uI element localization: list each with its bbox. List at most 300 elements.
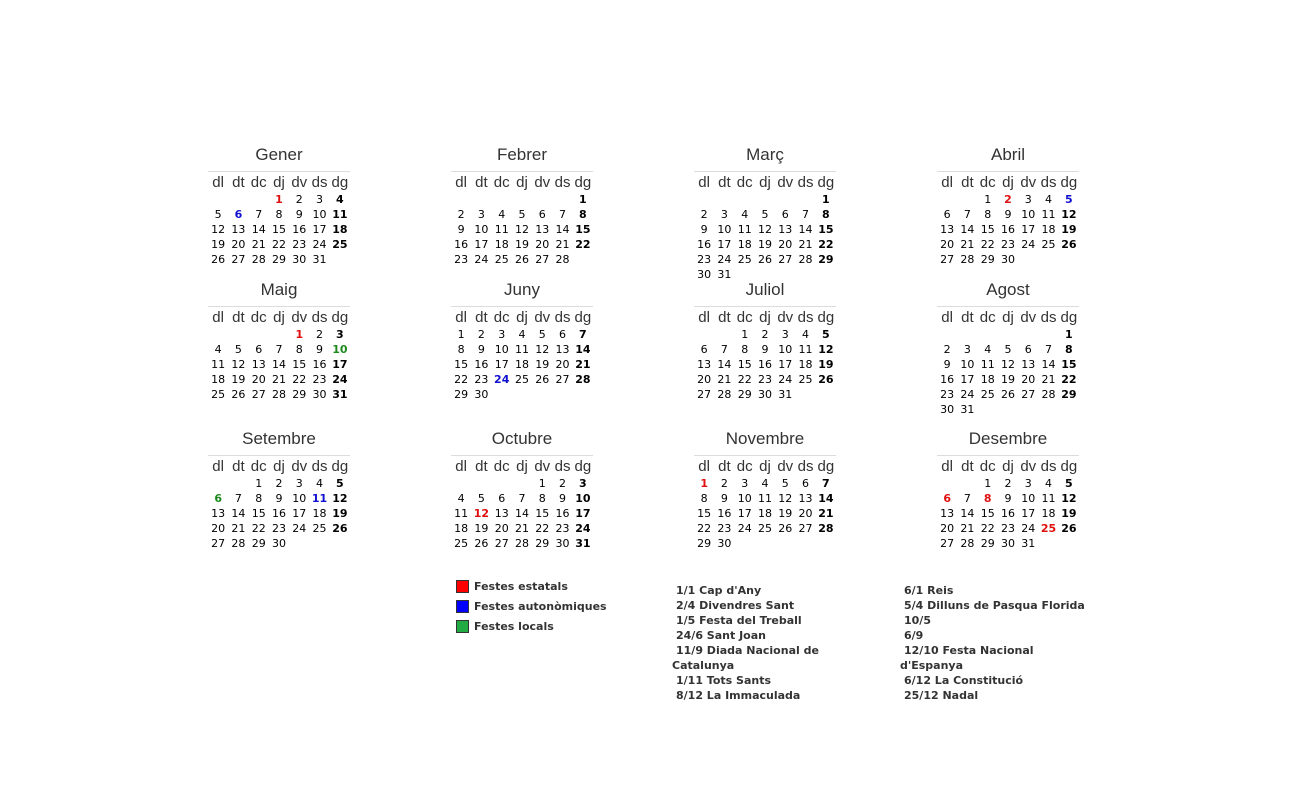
- week-row: [694, 536, 836, 551]
- day-cell: 4: [1045, 477, 1053, 490]
- day-cell: 18: [737, 238, 752, 251]
- legend-label: Festes locals: [474, 619, 554, 633]
- empty-day: [309, 536, 329, 551]
- weekday-label: dv: [289, 456, 309, 477]
- day-cell: 17: [292, 507, 307, 520]
- day-cell: 2: [761, 328, 769, 341]
- day-cell: 6: [943, 492, 951, 505]
- empty-day: [471, 476, 491, 491]
- day-cell: 15: [980, 507, 995, 520]
- week-row: [937, 237, 1079, 252]
- day-cell: 11: [494, 223, 509, 236]
- day-cell: 10: [312, 208, 327, 221]
- day-cell: 27: [778, 253, 793, 266]
- month-abril: [937, 144, 1079, 267]
- day-cell: 26: [211, 253, 226, 266]
- day-cell: 17: [312, 223, 327, 236]
- day-cell: 8: [700, 492, 708, 505]
- legend-item-regional: [456, 596, 607, 616]
- weekday-label: dt: [471, 456, 491, 477]
- weekday-header: [694, 172, 836, 193]
- day-cell: 10: [1021, 208, 1036, 221]
- weekday-label: dv: [1018, 307, 1038, 328]
- holiday-item: 1/5 Festa del Treball: [676, 614, 802, 627]
- holiday-item: 12/10 Festa Nacional: [904, 644, 1034, 657]
- day-cell: 20: [940, 522, 955, 535]
- day-cell: 6: [559, 328, 567, 341]
- day-cell: 14: [271, 358, 286, 371]
- empty-day: [512, 476, 532, 491]
- day-cell: 3: [295, 477, 303, 490]
- day-cell: 9: [457, 223, 465, 236]
- day-cell: 14: [798, 223, 813, 236]
- week-row: [208, 357, 350, 372]
- day-cell: 23: [1000, 238, 1015, 251]
- day-cell: 14: [1041, 358, 1056, 371]
- weekday-label: ds: [795, 307, 815, 328]
- weekday-label: dc: [978, 456, 998, 477]
- day-cell: 18: [1041, 223, 1056, 236]
- day-cell: 26: [474, 537, 489, 550]
- weekday-header: [208, 307, 350, 328]
- day-cell: 21: [960, 238, 975, 251]
- day-cell: 1: [538, 477, 546, 490]
- month-grid: [451, 306, 593, 402]
- day-cell: 1: [984, 193, 992, 206]
- week-row: [451, 491, 593, 506]
- day-cell: 22: [292, 373, 307, 386]
- week-row: [937, 387, 1079, 402]
- day-cell: 6: [538, 208, 546, 221]
- day-cell: 19: [1061, 223, 1077, 236]
- day-cell: 6: [234, 208, 243, 221]
- weekday-label: ds: [309, 172, 329, 193]
- weekday-label: dl: [694, 172, 714, 193]
- empty-day: [755, 192, 775, 207]
- holiday-item-continued: d'Espanya: [900, 659, 964, 672]
- day-cell: 17: [494, 358, 509, 371]
- day-cell: 27: [1021, 388, 1036, 401]
- day-cell: 29: [1061, 388, 1077, 401]
- day-cell: 30: [717, 537, 732, 550]
- day-cell: 14: [960, 223, 975, 236]
- day-cell: 30: [555, 537, 570, 550]
- empty-day: [978, 327, 998, 342]
- holiday-item: 24/6 Sant Joan: [676, 629, 766, 642]
- week-row: [937, 506, 1079, 521]
- day-cell: 19: [332, 507, 348, 520]
- weekday-label: ds: [309, 456, 329, 477]
- weekday-label: dj: [998, 307, 1018, 328]
- day-cell: 18: [757, 507, 772, 520]
- day-cell: 9: [1004, 208, 1012, 221]
- day-cell: 26: [757, 253, 772, 266]
- day-cell: 1: [984, 477, 992, 490]
- weekday-label: dl: [694, 307, 714, 328]
- day-cell: 28: [231, 537, 246, 550]
- week-row: [208, 252, 350, 267]
- day-cell: 20: [535, 238, 550, 251]
- day-cell: 2: [316, 328, 324, 341]
- weekday-label: dj: [998, 172, 1018, 193]
- day-cell: 29: [292, 388, 307, 401]
- empty-day: [1059, 536, 1079, 551]
- weekday-header: [451, 456, 593, 477]
- empty-day: [795, 387, 815, 402]
- day-cell: 15: [292, 358, 307, 371]
- week-row: [208, 327, 350, 342]
- day-cell: 5: [477, 492, 485, 505]
- weekday-header: [937, 307, 1079, 328]
- day-cell: 9: [1004, 492, 1012, 505]
- day-cell: 5: [518, 208, 526, 221]
- month-title: Febrer: [496, 145, 548, 164]
- day-cell: 17: [1021, 507, 1036, 520]
- day-cell: 29: [535, 537, 550, 550]
- day-cell: 23: [292, 238, 307, 251]
- weekday-header: [694, 307, 836, 328]
- day-cell: 8: [275, 208, 283, 221]
- month-grid: [694, 455, 836, 551]
- day-cell: 18: [494, 238, 509, 251]
- day-cell: 12: [514, 223, 529, 236]
- day-cell: 3: [477, 208, 485, 221]
- day-cell: 13: [1021, 358, 1036, 371]
- empty-day: [694, 192, 714, 207]
- day-cell: 23: [271, 522, 286, 535]
- day-cell: 29: [980, 253, 995, 266]
- month-juny: [451, 279, 593, 402]
- empty-day: [1038, 402, 1058, 417]
- holiday-item: 11/9 Diada Nacional de: [676, 644, 819, 657]
- day-cell: 7: [1045, 343, 1053, 356]
- day-cell: 1: [700, 477, 708, 490]
- day-cell: 11: [1041, 208, 1056, 221]
- day-cell: 21: [818, 507, 834, 520]
- day-cell: 3: [316, 193, 324, 206]
- day-cell: 23: [717, 522, 732, 535]
- weekday-label: dc: [492, 172, 512, 193]
- empty-day: [471, 192, 491, 207]
- day-cell: 21: [514, 522, 529, 535]
- day-cell: 15: [737, 358, 752, 371]
- weekday-label: dj: [755, 172, 775, 193]
- empty-day: [208, 327, 228, 342]
- empty-day: [451, 192, 471, 207]
- holiday-item: 1/11 Tots Sants: [676, 674, 772, 687]
- empty-day: [208, 192, 228, 207]
- holiday-item: 8/12 La Immaculada: [676, 689, 801, 702]
- day-cell: 17: [474, 238, 489, 251]
- weekday-label: dl: [451, 307, 471, 328]
- weekday-label: ds: [795, 456, 815, 477]
- day-cell: 9: [477, 343, 485, 356]
- day-cell: 11: [980, 358, 995, 371]
- day-cell: 19: [211, 238, 226, 251]
- day-cell: 6: [943, 208, 951, 221]
- empty-day: [1059, 402, 1079, 417]
- day-cell: 28: [271, 388, 286, 401]
- empty-day: [552, 387, 572, 402]
- day-cell: 30: [1000, 537, 1015, 550]
- weekday-label: dg: [1060, 173, 1078, 191]
- week-row: [694, 207, 836, 222]
- day-cell: 29: [251, 537, 266, 550]
- day-cell: 24: [1021, 238, 1036, 251]
- empty-day: [978, 402, 998, 417]
- month-title: Març: [746, 145, 784, 164]
- weekday-label: dc: [978, 172, 998, 193]
- weekday-label: dj: [755, 307, 775, 328]
- empty-day: [289, 536, 309, 551]
- empty-day: [249, 327, 269, 342]
- empty-day: [1018, 252, 1038, 267]
- weekday-label: dt: [957, 172, 977, 193]
- day-cell: 6: [255, 343, 263, 356]
- day-cell: 5: [214, 208, 222, 221]
- week-row: [451, 252, 593, 267]
- day-cell: 30: [1000, 253, 1015, 266]
- day-cell: 14: [251, 223, 266, 236]
- weekday-label: dv: [1018, 172, 1038, 193]
- weekday-label: dl: [694, 456, 714, 477]
- weekday-label: dj: [512, 456, 532, 477]
- month-grid: [451, 455, 593, 551]
- week-row: [208, 237, 350, 252]
- weekday-label: dv: [532, 307, 552, 328]
- day-cell: 16: [271, 507, 286, 520]
- day-cell: 5: [234, 343, 242, 356]
- week-row: [694, 237, 836, 252]
- month-title: Abril: [990, 145, 1025, 164]
- day-cell: 30: [940, 403, 955, 416]
- week-row: [451, 387, 593, 402]
- day-cell: 21: [271, 373, 286, 386]
- day-cell: 2: [720, 477, 728, 490]
- weekday-label: dt: [714, 172, 734, 193]
- swatch-local: [456, 620, 469, 633]
- day-cell: 1: [579, 193, 587, 206]
- day-cell: 20: [251, 373, 266, 386]
- day-cell: 9: [700, 223, 708, 236]
- day-cell: 7: [802, 208, 810, 221]
- day-cell: 20: [1021, 373, 1036, 386]
- day-cell: 7: [579, 328, 587, 341]
- legend: [456, 576, 607, 636]
- day-cell: 9: [275, 492, 283, 505]
- empty-day: [512, 387, 532, 402]
- day-cell: 13: [494, 507, 509, 520]
- day-cell: 22: [818, 238, 834, 251]
- weekday-label: dc: [249, 456, 269, 477]
- day-cell: 8: [457, 343, 465, 356]
- day-cell: 10: [332, 343, 348, 356]
- day-cell: 23: [757, 373, 772, 386]
- day-cell: 22: [980, 238, 995, 251]
- holiday-item: 6/9: [904, 629, 924, 642]
- day-cell: 16: [454, 238, 469, 251]
- weekday-label: dg: [817, 308, 835, 326]
- holiday-item: 2/4 Divendres Sant: [676, 599, 795, 612]
- day-cell: 19: [1061, 507, 1077, 520]
- day-cell: 23: [555, 522, 570, 535]
- day-cell: 19: [778, 507, 793, 520]
- day-cell: 4: [802, 328, 810, 341]
- day-cell: 16: [555, 507, 570, 520]
- day-cell: 4: [336, 193, 344, 206]
- day-cell: 20: [778, 238, 793, 251]
- week-row: [694, 192, 836, 207]
- week-row: [694, 252, 836, 267]
- empty-day: [1059, 252, 1079, 267]
- day-cell: 22: [535, 522, 550, 535]
- day-cell: 9: [943, 358, 951, 371]
- month-agost: [937, 279, 1079, 417]
- day-cell: 25: [737, 253, 752, 266]
- weekday-label: ds: [795, 172, 815, 193]
- day-cell: 24: [575, 522, 591, 535]
- day-cell: 8: [822, 208, 830, 221]
- weekday-label: dl: [208, 172, 228, 193]
- empty-day: [1018, 327, 1038, 342]
- day-cell: 8: [255, 492, 263, 505]
- day-cell: 13: [940, 507, 955, 520]
- empty-day: [492, 476, 512, 491]
- weekday-header: [451, 307, 593, 328]
- empty-day: [1038, 536, 1058, 551]
- holiday-item: 5/4 Dilluns de Pasqua Florida: [904, 599, 1085, 612]
- week-row: [451, 327, 593, 342]
- week-row: [451, 207, 593, 222]
- empty-day: [1038, 252, 1058, 267]
- day-cell: 3: [720, 208, 728, 221]
- empty-day: [957, 327, 977, 342]
- day-cell: 11: [454, 507, 469, 520]
- week-row: [208, 536, 350, 551]
- day-cell: 28: [960, 253, 975, 266]
- week-row: [451, 357, 593, 372]
- day-cell: 26: [1061, 522, 1077, 535]
- day-cell: 16: [940, 373, 955, 386]
- day-cell: 30: [757, 388, 772, 401]
- day-cell: 5: [538, 328, 546, 341]
- day-cell: 25: [980, 388, 995, 401]
- day-cell: 18: [798, 358, 813, 371]
- day-cell: 20: [798, 507, 813, 520]
- day-cell: 1: [822, 193, 830, 206]
- day-cell: 31: [960, 403, 975, 416]
- week-row: [937, 491, 1079, 506]
- day-cell: 2: [700, 208, 708, 221]
- week-row: [937, 536, 1079, 551]
- day-cell: 15: [575, 223, 591, 236]
- day-cell: 17: [737, 507, 752, 520]
- day-cell: 7: [518, 492, 526, 505]
- empty-day: [532, 387, 552, 402]
- day-cell: 8: [579, 208, 587, 221]
- day-cell: 15: [980, 223, 995, 236]
- day-cell: 24: [494, 373, 510, 386]
- day-cell: 26: [535, 373, 550, 386]
- day-cell: 12: [1061, 208, 1077, 221]
- day-cell: 20: [231, 238, 246, 251]
- holiday-item: 1/1 Cap d'Any: [676, 584, 762, 597]
- day-cell: 30: [474, 388, 489, 401]
- day-cell: 25: [332, 238, 348, 251]
- day-cell: 25: [1040, 522, 1057, 535]
- day-cell: 26: [514, 253, 529, 266]
- day-cell: 10: [575, 492, 591, 505]
- day-cell: 17: [778, 358, 793, 371]
- day-cell: 22: [271, 238, 286, 251]
- week-row: [937, 372, 1079, 387]
- week-row: [451, 222, 593, 237]
- day-cell: 4: [518, 328, 526, 341]
- empty-day: [714, 192, 734, 207]
- day-cell: 5: [1065, 477, 1073, 490]
- weekday-label: dt: [228, 307, 248, 328]
- day-cell: 13: [211, 507, 226, 520]
- day-cell: 28: [960, 537, 975, 550]
- weekday-label: dv: [289, 172, 309, 193]
- empty-day: [573, 387, 593, 402]
- day-cell: 11: [1041, 492, 1056, 505]
- day-cell: 27: [940, 537, 955, 550]
- weekday-label: dj: [512, 172, 532, 193]
- day-cell: 1: [255, 477, 263, 490]
- day-cell: 22: [575, 238, 591, 251]
- week-row: [208, 342, 350, 357]
- day-cell: 16: [717, 507, 732, 520]
- day-cell: 13: [940, 223, 955, 236]
- week-row: [937, 222, 1079, 237]
- day-cell: 18: [312, 507, 327, 520]
- weekday-label: dj: [269, 307, 289, 328]
- day-cell: 5: [336, 477, 344, 490]
- weekday-label: dt: [471, 307, 491, 328]
- day-cell: 10: [778, 343, 793, 356]
- legend-item-local: [456, 616, 607, 636]
- day-cell: 19: [818, 358, 834, 371]
- day-cell: 7: [275, 343, 283, 356]
- day-cell: 3: [781, 328, 789, 341]
- day-cell: 24: [737, 522, 752, 535]
- swatch-regional: [456, 600, 469, 613]
- day-cell: 25: [757, 522, 772, 535]
- empty-day: [573, 252, 593, 267]
- day-cell: 24: [717, 253, 732, 266]
- day-cell: 20: [697, 373, 712, 386]
- day-cell: 15: [251, 507, 266, 520]
- weekday-label: dc: [735, 307, 755, 328]
- week-row: [694, 357, 836, 372]
- day-cell: 10: [1021, 492, 1036, 505]
- day-cell: 13: [778, 223, 793, 236]
- day-cell: 6: [781, 208, 789, 221]
- week-row: [694, 476, 836, 491]
- holiday-item: 10/5: [904, 614, 931, 627]
- day-cell: 5: [1065, 193, 1073, 206]
- empty-day: [735, 192, 755, 207]
- weekday-header: [694, 456, 836, 477]
- weekday-label: dv: [1018, 456, 1038, 477]
- day-cell: 25: [312, 522, 327, 535]
- month-grid: [208, 455, 350, 551]
- day-cell: 6: [700, 343, 708, 356]
- week-row: [208, 207, 350, 222]
- day-cell: 12: [1061, 492, 1077, 505]
- weekday-header: [937, 456, 1079, 477]
